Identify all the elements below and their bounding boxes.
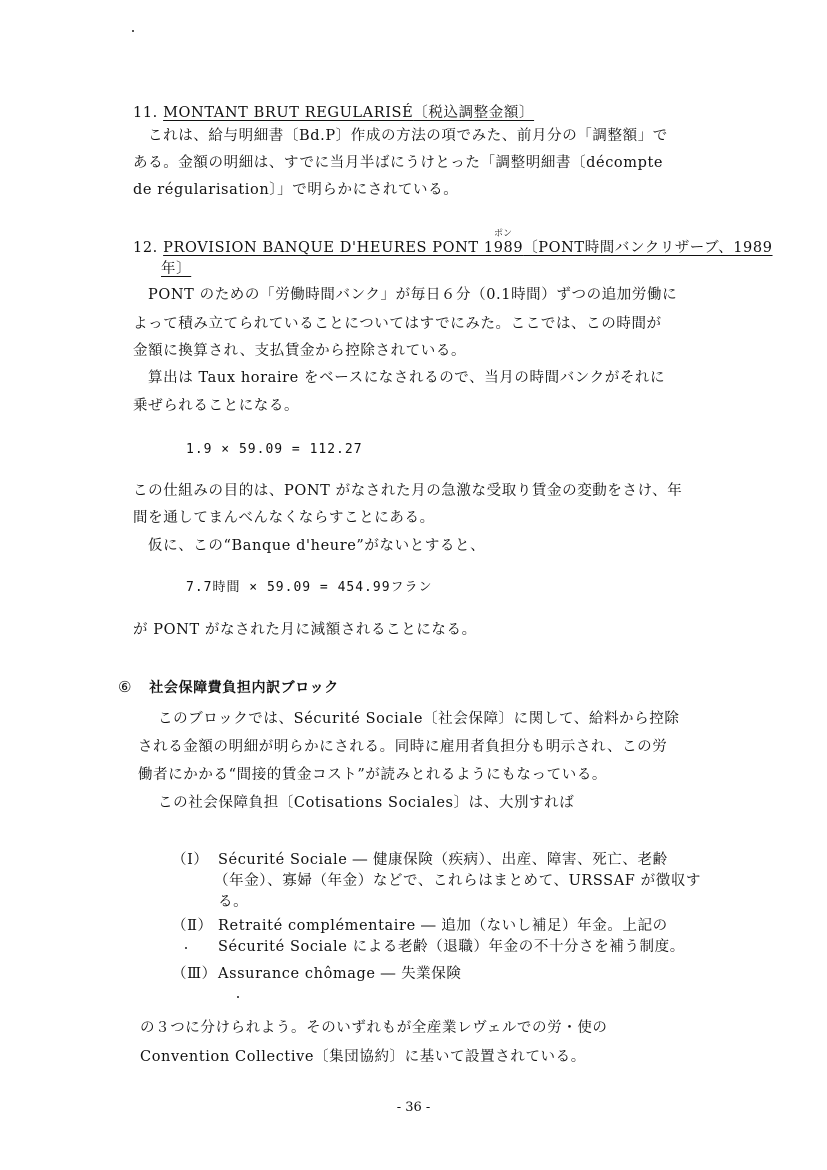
- section-11-title-fr: MONTANT BRUT REGULARISÉ: [163, 105, 414, 121]
- page-number: - 36 -: [396, 1100, 431, 1115]
- scan-speck: [132, 30, 134, 32]
- section-11-number: 11.: [133, 105, 158, 121]
- item-3-line-1: Assurance chômage ― 失業保険: [218, 966, 462, 982]
- item-1-label: （Ⅰ）: [172, 852, 209, 868]
- section-12-number: 12.: [133, 240, 158, 256]
- section-11-title-jp: 〔税込調整金額〕: [413, 105, 535, 121]
- section-12-para5: が PONT がなされた月に減額されることになる。: [133, 622, 477, 638]
- section-12-para4: 仮に、この“Banque d'heure”がないとすると、: [148, 538, 486, 554]
- section-12-para2-line-2: 乗ぜられることになる。: [133, 398, 300, 414]
- section-12-title-jp-a: 〔PONT時間バンクリザーブ、1989: [523, 240, 773, 256]
- section-12-para1-line-1: PONT のための「労働時間バンク」が毎日６分（0.1時間）ずつの追加労働に: [148, 287, 678, 303]
- section-6-marker: ⑥: [118, 678, 133, 696]
- formula-2: 7.7時間 × 59.09 = 454.99フラン: [186, 580, 433, 595]
- item-1-line-3: る。: [218, 894, 249, 910]
- section-11-line-3: de régularisation〕」で明らかにされている。: [133, 182, 459, 198]
- section-6-para1-line-3: 働者にかかる“間接的賃金コスト”が読みとれるようにもなっている。: [138, 767, 608, 783]
- section-12-para1-line-3: 金額に換算され、支払賃金から控除されている。: [133, 343, 467, 359]
- section-11-line-2: ある。金額の明細は、すでに当月半ばにうけとった「調整明細書〔décompte: [133, 155, 664, 171]
- section-12-ruby: ポン: [494, 229, 513, 239]
- item-1-line-1: Sécurité Sociale ― 健康保険（疾病）、出産、障害、死亡、老齢: [218, 852, 668, 868]
- section-11-line-1: これは、給与明細書〔Bd.P〕作成の方法の項でみた、前月分の「調整額」で: [148, 128, 668, 144]
- section-12-title-jp-b: 年〕: [161, 261, 192, 277]
- section-6-heading: [118, 677, 339, 698]
- section-12-title-fr: PROVISION BANQUE D'HEURES PONT 1989: [163, 240, 524, 256]
- section-6-para2: この社会保障負担〔Cotisations Sociales〕は、大別すれば: [158, 795, 575, 811]
- section-6-para1-line-2: される金額の明細が明らかにされる。同時に雇用者負担分も明示され、この労: [138, 739, 668, 755]
- section-12-para2-line-1: 算出は Taux horaire をベースになされるので、当月の時間バンクがそれに: [148, 370, 666, 386]
- section-6-closing-line-2: Convention Collective〔集団協約〕に基いて設置されている。: [140, 1049, 586, 1065]
- section-6-closing-line-1: の３つに分けられよう。そのいずれもが全産業レヴェルでの労・使の: [140, 1020, 608, 1036]
- formula-1: 1.9 × 59.09 = 112.27: [186, 442, 363, 457]
- item-2-line-2: Sécurité Sociale による老齢（退職）年金の不十分さを補う制度。: [218, 939, 685, 955]
- section-12-para3-line-1: この仕組みの目的は、PONT がなされた月の急激な受取り賃金の変動をさけ、年: [133, 483, 683, 499]
- scan-speck: [185, 947, 187, 949]
- section-12-title: [133, 238, 773, 258]
- item-2-line-1: Retraité complémentaire ― 追加（ないし補足）年金。上記の: [218, 918, 668, 934]
- section-6-title: 社会保障費負担内訳ブロック: [149, 680, 339, 696]
- item-1-line-2: （年金）、寡婦（年金）などで、これらはまとめて、URSSAF が徴収す: [214, 873, 702, 889]
- section-6-para1-line-1: このブロックでは、Sécurité Sociale〔社会保障〕に関して、給料から控除: [158, 711, 680, 727]
- section-11-title: [133, 103, 534, 123]
- section-12-para1-line-2: よって積み立てられていることについてはすでにみた。ここでは、この時間が: [133, 316, 662, 332]
- section-12-title-cont: [161, 259, 191, 279]
- item-2-label: （Ⅱ）: [172, 918, 213, 934]
- scan-speck: [237, 996, 239, 998]
- section-12-para3-line-2: 間を通してまんべんなくならすことにある。: [133, 510, 435, 526]
- item-3-label: （Ⅲ）: [172, 966, 217, 982]
